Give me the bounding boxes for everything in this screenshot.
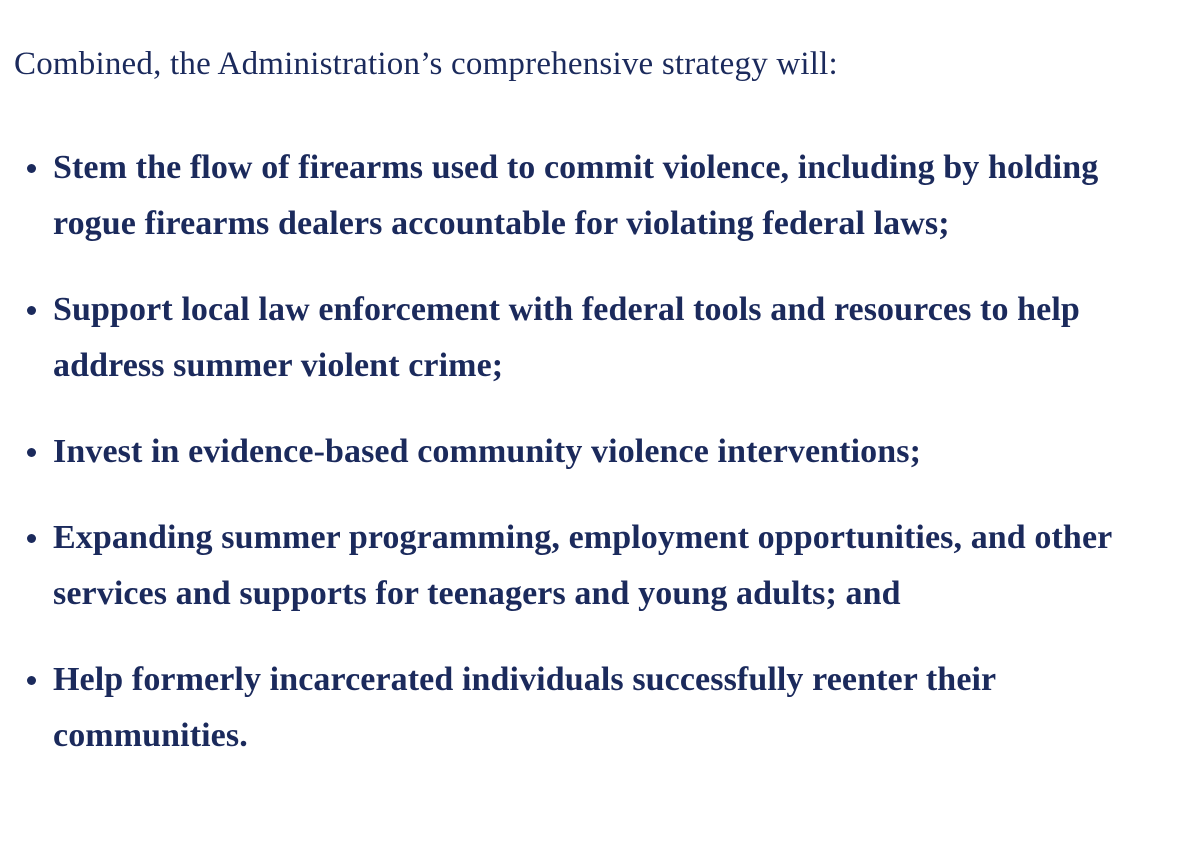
list-item xyxy=(0,510,1170,622)
list-item xyxy=(0,652,1170,764)
list-item xyxy=(0,140,1170,252)
bullet-icon xyxy=(27,306,36,315)
bullet-icon xyxy=(27,164,36,173)
intro-paragraph: Combined, the Administration’s comprehensive strategy will: xyxy=(14,46,838,82)
list-item xyxy=(0,282,1170,394)
bullet-icon xyxy=(27,448,36,457)
bullet-icon xyxy=(27,534,36,543)
list-item xyxy=(0,424,1170,480)
list-item-text: Support local law enforcement with federal tools and resources to help address summer violent crime; xyxy=(53,291,1080,384)
strategy-list xyxy=(0,140,1170,794)
list-item-text: Stem the flow of firearms used to commit violence, including by holding rogue firearms dealers accountable for violating federal laws; xyxy=(53,149,1099,242)
list-item-text: Expanding summer programming, employment opportunities, and other services and supports for teenagers and young adults; and xyxy=(53,519,1112,612)
bullet-icon xyxy=(27,676,36,685)
list-item-text: Invest in evidence-based community violence interventions; xyxy=(53,433,922,470)
list-item-text: Help formerly incarcerated individuals successfully reenter their communities. xyxy=(53,661,996,754)
